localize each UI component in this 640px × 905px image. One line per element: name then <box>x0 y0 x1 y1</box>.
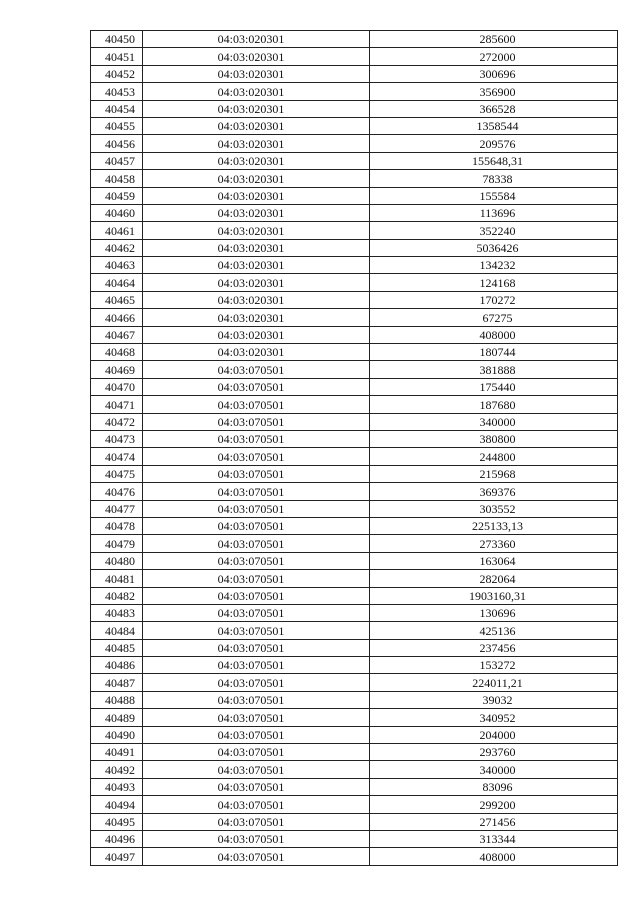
table-row <box>91 430 618 447</box>
table-row <box>91 291 618 308</box>
value-cell: 244800 <box>370 448 618 465</box>
code-cell: 04:03:070501 <box>143 500 370 517</box>
row-number-cell: 40462 <box>91 239 143 256</box>
value-cell: 340952 <box>370 709 618 726</box>
code-cell: 04:03:020301 <box>143 31 370 48</box>
code-cell: 04:03:020301 <box>143 48 370 65</box>
row-number-cell: 40493 <box>91 778 143 795</box>
code-cell: 04:03:070501 <box>143 674 370 691</box>
value-cell: 78338 <box>370 170 618 187</box>
value-cell: 67275 <box>370 309 618 326</box>
code-cell: 04:03:020301 <box>143 187 370 204</box>
row-number-cell: 40463 <box>91 257 143 274</box>
table-body <box>91 31 618 866</box>
value-cell: 303552 <box>370 500 618 517</box>
table-row <box>91 65 618 82</box>
row-number-cell: 40483 <box>91 604 143 621</box>
value-cell: 271456 <box>370 813 618 830</box>
table-row <box>91 830 618 847</box>
code-cell: 04:03:070501 <box>143 413 370 430</box>
table-row <box>91 309 618 326</box>
row-number-cell: 40496 <box>91 830 143 847</box>
row-number-cell: 40475 <box>91 465 143 482</box>
code-cell: 04:03:070501 <box>143 848 370 865</box>
table-row <box>91 239 618 256</box>
value-cell: 155648,31 <box>370 152 618 169</box>
row-number-cell: 40461 <box>91 222 143 239</box>
row-number-cell: 40486 <box>91 657 143 674</box>
table-row <box>91 326 618 343</box>
table-row <box>91 378 618 395</box>
row-number-cell: 40482 <box>91 587 143 604</box>
row-number-cell: 40450 <box>91 31 143 48</box>
table-row <box>91 500 618 517</box>
row-number-cell: 40478 <box>91 517 143 534</box>
code-cell: 04:03:070501 <box>143 587 370 604</box>
table-row <box>91 796 618 813</box>
value-cell: 381888 <box>370 361 618 378</box>
table-row <box>91 396 618 413</box>
row-number-cell: 40466 <box>91 309 143 326</box>
table-row <box>91 344 618 361</box>
table-row <box>91 222 618 239</box>
table-row <box>91 100 618 117</box>
table-row <box>91 535 618 552</box>
code-cell: 04:03:070501 <box>143 604 370 621</box>
value-cell: 204000 <box>370 726 618 743</box>
value-cell: 134232 <box>370 257 618 274</box>
value-cell: 225133,13 <box>370 517 618 534</box>
value-cell: 180744 <box>370 344 618 361</box>
row-number-cell: 40488 <box>91 691 143 708</box>
value-cell: 130696 <box>370 604 618 621</box>
row-number-cell: 40491 <box>91 744 143 761</box>
code-cell: 04:03:020301 <box>143 152 370 169</box>
value-cell: 39032 <box>370 691 618 708</box>
row-number-cell: 40465 <box>91 291 143 308</box>
value-cell: 124168 <box>370 274 618 291</box>
table-row <box>91 674 618 691</box>
row-number-cell: 40471 <box>91 396 143 413</box>
row-number-cell: 40468 <box>91 344 143 361</box>
row-number-cell: 40485 <box>91 639 143 656</box>
code-cell: 04:03:020301 <box>143 135 370 152</box>
table-row <box>91 813 618 830</box>
table-row <box>91 448 618 465</box>
value-cell: 408000 <box>370 326 618 343</box>
code-cell: 04:03:020301 <box>143 239 370 256</box>
code-cell: 04:03:020301 <box>143 170 370 187</box>
table-row <box>91 744 618 761</box>
value-cell: 272000 <box>370 48 618 65</box>
table-row <box>91 204 618 221</box>
row-number-cell: 40481 <box>91 570 143 587</box>
value-cell: 175440 <box>370 378 618 395</box>
table-row <box>91 604 618 621</box>
table-row <box>91 639 618 656</box>
row-number-cell: 40467 <box>91 326 143 343</box>
value-cell: 163064 <box>370 552 618 569</box>
value-cell: 153272 <box>370 657 618 674</box>
code-cell: 04:03:020301 <box>143 100 370 117</box>
code-cell: 04:03:020301 <box>143 257 370 274</box>
value-cell: 1358544 <box>370 117 618 134</box>
value-cell: 300696 <box>370 65 618 82</box>
value-cell: 237456 <box>370 639 618 656</box>
code-cell: 04:03:070501 <box>143 396 370 413</box>
code-cell: 04:03:020301 <box>143 83 370 100</box>
value-cell: 285600 <box>370 31 618 48</box>
value-cell: 215968 <box>370 465 618 482</box>
value-cell: 5036426 <box>370 239 618 256</box>
row-number-cell: 40464 <box>91 274 143 291</box>
code-cell: 04:03:070501 <box>143 448 370 465</box>
row-number-cell: 40454 <box>91 100 143 117</box>
row-number-cell: 40489 <box>91 709 143 726</box>
code-cell: 04:03:070501 <box>143 483 370 500</box>
row-number-cell: 40492 <box>91 761 143 778</box>
table-row <box>91 31 618 48</box>
table-row <box>91 117 618 134</box>
row-number-cell: 40460 <box>91 204 143 221</box>
row-number-cell: 40480 <box>91 552 143 569</box>
row-number-cell: 40470 <box>91 378 143 395</box>
table-row <box>91 587 618 604</box>
table-row <box>91 622 618 639</box>
table-row <box>91 361 618 378</box>
code-cell: 04:03:070501 <box>143 830 370 847</box>
table-row <box>91 691 618 708</box>
code-cell: 04:03:070501 <box>143 761 370 778</box>
row-number-cell: 40495 <box>91 813 143 830</box>
code-cell: 04:03:020301 <box>143 274 370 291</box>
table-row <box>91 726 618 743</box>
value-cell: 352240 <box>370 222 618 239</box>
data-table <box>90 30 618 866</box>
code-cell: 04:03:070501 <box>143 361 370 378</box>
value-cell: 209576 <box>370 135 618 152</box>
row-number-cell: 40453 <box>91 83 143 100</box>
table-row <box>91 152 618 169</box>
value-cell: 1903160,31 <box>370 587 618 604</box>
code-cell: 04:03:020301 <box>143 309 370 326</box>
code-cell: 04:03:070501 <box>143 465 370 482</box>
row-number-cell: 40455 <box>91 117 143 134</box>
table-row <box>91 274 618 291</box>
code-cell: 04:03:070501 <box>143 378 370 395</box>
table-row <box>91 257 618 274</box>
code-cell: 04:03:070501 <box>143 796 370 813</box>
value-cell: 299200 <box>370 796 618 813</box>
code-cell: 04:03:070501 <box>143 691 370 708</box>
value-cell: 369376 <box>370 483 618 500</box>
table-row <box>91 517 618 534</box>
code-cell: 04:03:070501 <box>143 570 370 587</box>
row-number-cell: 40487 <box>91 674 143 691</box>
row-number-cell: 40452 <box>91 65 143 82</box>
value-cell: 356900 <box>370 83 618 100</box>
code-cell: 04:03:070501 <box>143 744 370 761</box>
value-cell: 366528 <box>370 100 618 117</box>
code-cell: 04:03:070501 <box>143 622 370 639</box>
table-row <box>91 465 618 482</box>
table-row <box>91 570 618 587</box>
row-number-cell: 40472 <box>91 413 143 430</box>
value-cell: 293760 <box>370 744 618 761</box>
table-row <box>91 848 618 865</box>
code-cell: 04:03:020301 <box>143 291 370 308</box>
row-number-cell: 40473 <box>91 430 143 447</box>
row-number-cell: 40457 <box>91 152 143 169</box>
code-cell: 04:03:070501 <box>143 657 370 674</box>
code-cell: 04:03:070501 <box>143 552 370 569</box>
value-cell: 170272 <box>370 291 618 308</box>
value-cell: 340000 <box>370 413 618 430</box>
value-cell: 408000 <box>370 848 618 865</box>
value-cell: 273360 <box>370 535 618 552</box>
value-cell: 380800 <box>370 430 618 447</box>
table-row <box>91 187 618 204</box>
row-number-cell: 40458 <box>91 170 143 187</box>
row-number-cell: 40494 <box>91 796 143 813</box>
value-cell: 340000 <box>370 761 618 778</box>
code-cell: 04:03:070501 <box>143 726 370 743</box>
table-row <box>91 778 618 795</box>
row-number-cell: 40474 <box>91 448 143 465</box>
row-number-cell: 40497 <box>91 848 143 865</box>
value-cell: 113696 <box>370 204 618 221</box>
row-number-cell: 40484 <box>91 622 143 639</box>
code-cell: 04:03:020301 <box>143 65 370 82</box>
table-row <box>91 413 618 430</box>
row-number-cell: 40490 <box>91 726 143 743</box>
table-row <box>91 135 618 152</box>
value-cell: 187680 <box>370 396 618 413</box>
code-cell: 04:03:020301 <box>143 222 370 239</box>
row-number-cell: 40459 <box>91 187 143 204</box>
value-cell: 425136 <box>370 622 618 639</box>
row-number-cell: 40476 <box>91 483 143 500</box>
value-cell: 155584 <box>370 187 618 204</box>
row-number-cell: 40469 <box>91 361 143 378</box>
row-number-cell: 40451 <box>91 48 143 65</box>
table-row <box>91 83 618 100</box>
code-cell: 04:03:070501 <box>143 517 370 534</box>
row-number-cell: 40479 <box>91 535 143 552</box>
code-cell: 04:03:020301 <box>143 117 370 134</box>
code-cell: 04:03:070501 <box>143 430 370 447</box>
value-cell: 313344 <box>370 830 618 847</box>
value-cell: 83096 <box>370 778 618 795</box>
row-number-cell: 40477 <box>91 500 143 517</box>
table-row <box>91 170 618 187</box>
table-row <box>91 483 618 500</box>
code-cell: 04:03:020301 <box>143 326 370 343</box>
code-cell: 04:03:070501 <box>143 813 370 830</box>
table-row <box>91 657 618 674</box>
table-row <box>91 709 618 726</box>
table-row <box>91 552 618 569</box>
code-cell: 04:03:070501 <box>143 778 370 795</box>
value-cell: 282064 <box>370 570 618 587</box>
code-cell: 04:03:070501 <box>143 709 370 726</box>
table-row <box>91 48 618 65</box>
value-cell: 224011,21 <box>370 674 618 691</box>
code-cell: 04:03:070501 <box>143 639 370 656</box>
code-cell: 04:03:020301 <box>143 204 370 221</box>
code-cell: 04:03:020301 <box>143 344 370 361</box>
code-cell: 04:03:070501 <box>143 535 370 552</box>
row-number-cell: 40456 <box>91 135 143 152</box>
table-row <box>91 761 618 778</box>
